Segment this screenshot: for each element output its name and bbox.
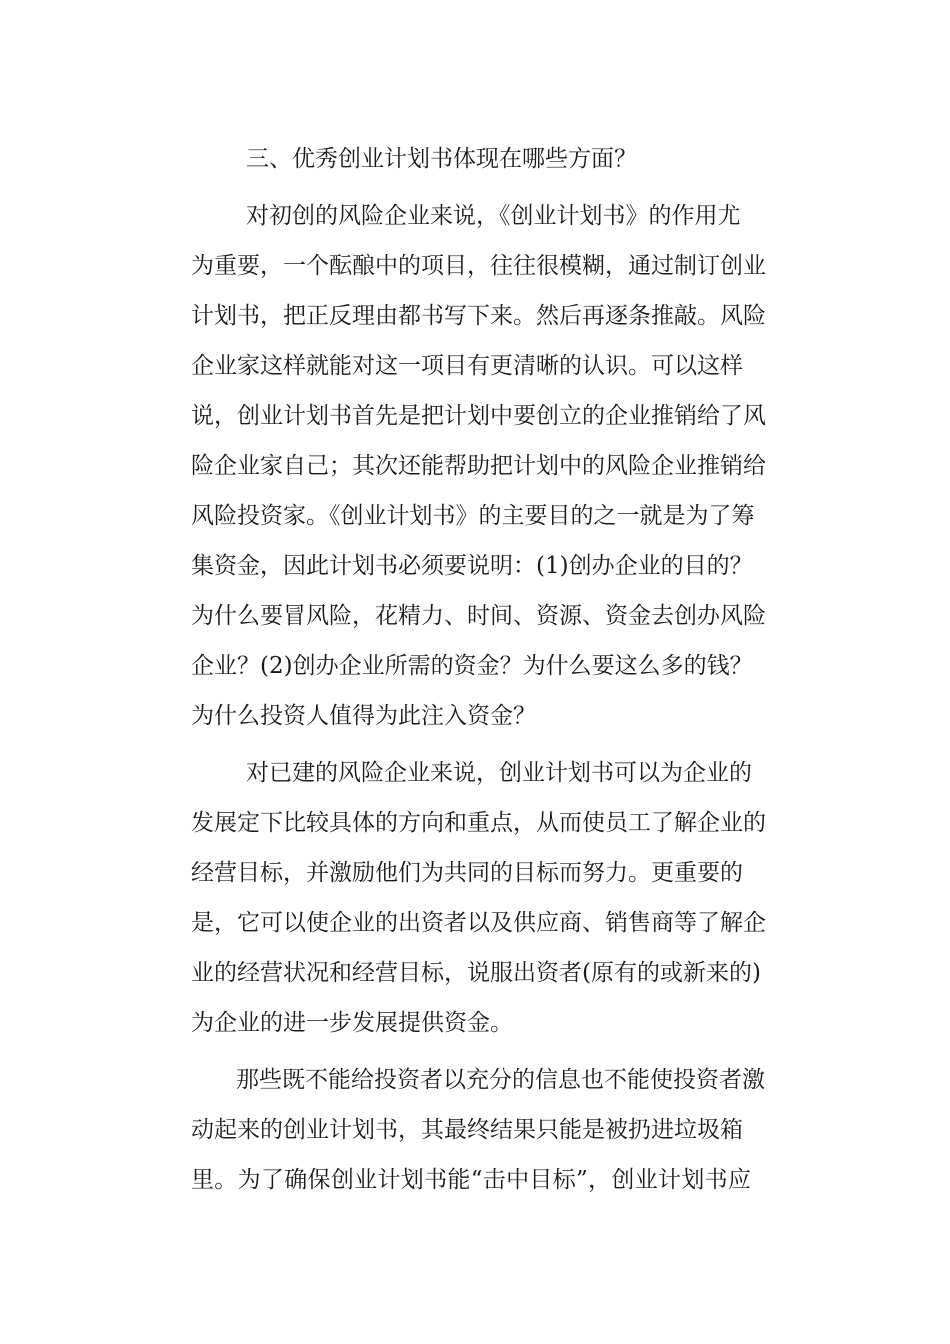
paragraph-line: 计划书，把正反理由都书写下来。然后再逐条推敲。风险: [191, 303, 766, 329]
paragraph-line: 为重要，一个酝酿中的项目，往往很模糊，通过制订创业: [191, 253, 766, 279]
paragraph-line: 里。为了确保创业计划书能“击中目标”，创业计划书应: [191, 1167, 752, 1193]
paragraph-line: 对已建的风险企业来说，创业计划书可以为企业的: [246, 760, 752, 786]
paragraph-line: 对初创的风险企业来说，《创业计划书》的作用尤: [246, 203, 741, 229]
paragraph-line: 为什么投资人值得为此注入资金？: [191, 703, 536, 729]
paragraph-line: 发展定下比较具体的方向和重点，从而使员工了解企业的: [191, 810, 766, 836]
paragraph-line: 是，它可以使企业的出资者以及供应商、销售商等了解企: [191, 910, 766, 936]
paragraph-line: 为企业的进一步发展提供资金。: [191, 1010, 513, 1036]
paragraph-line: 说，创业计划书首先是把计划中要创立的企业推销给了风: [191, 403, 766, 429]
paragraph-line: 业的经营状况和经营目标，说服出资者(原有的或新来的): [191, 960, 761, 986]
section-heading: 三、优秀创业计划书体现在哪些方面？: [246, 146, 637, 172]
paragraph-line: 集资金，因此计划书必须要说明：(1)创办企业的目的？: [191, 553, 753, 579]
paragraph-line: 企业？(2)创办企业所需的资金？为什么要这么多的钱？: [191, 653, 753, 679]
paragraph-line: 企业家这样就能对这一项目有更清晰的认识。可以这样: [191, 353, 743, 379]
paragraph-line: 经营目标，并激励他们为共同的目标而努力。更重要的: [191, 860, 743, 886]
paragraph-line: 那些既不能给投资者以充分的信息也不能使投资者激: [236, 1067, 765, 1093]
paragraph-line: 为什么要冒风险，花精力、时间、资源、资金去创办风险: [191, 603, 766, 629]
paragraph-line: 险企业家自己；其次还能帮助把计划中的风险企业推销给: [191, 453, 766, 479]
paragraph-line: 动起来的创业计划书，其最终结果只能是被扔进垃圾箱: [191, 1117, 743, 1143]
paragraph-line: 风险投资家。《创业计划书》的主要目的之一就是为了筹: [191, 503, 755, 529]
